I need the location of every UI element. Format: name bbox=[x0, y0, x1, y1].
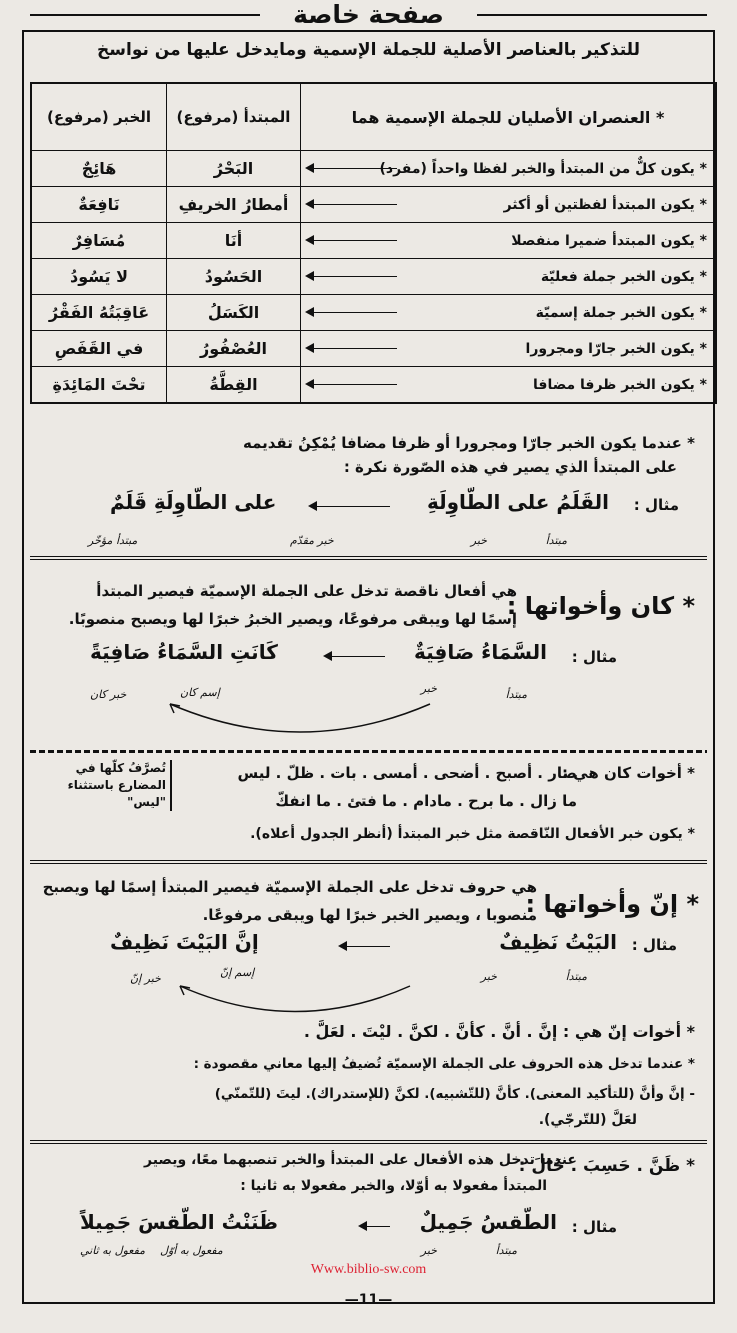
table-row-mubtada: أمطارُ الخريفِ bbox=[166, 186, 300, 222]
zanna-label-maf2: مفعول به ثاني bbox=[80, 1244, 146, 1257]
inna-line1: هي حروف تدخل على الجملة الإسميّة فيصير المبتدأ إسمًا لها ويصبح bbox=[42, 878, 537, 896]
table-header-mubtada: المبتدأ (مرفوع) bbox=[166, 84, 300, 150]
table-row-khabar: نَافِعَةٌ bbox=[32, 186, 166, 222]
inna-example-right: إنَّ البَيْتَ نَظِيفٌ bbox=[110, 930, 259, 954]
zanna-label-maf1: مفعول به أوّل bbox=[160, 1244, 223, 1257]
kana-label-mubtada: مبتدأ bbox=[505, 688, 527, 701]
separator-1 bbox=[30, 556, 707, 560]
kana-sisters-1: صار . أصبح . أضحى . أمسى . بات . ظلّ . ليس bbox=[237, 764, 577, 782]
zanna-line1: عندما تدخل هذه الأفعال على المبتدأ والخبر تنصبهما معًا، ويصير bbox=[143, 1152, 577, 1168]
nominal-sentence-table bbox=[30, 82, 717, 404]
separator-2 bbox=[30, 750, 707, 753]
table-row-arrow bbox=[307, 348, 397, 349]
kana-arrow bbox=[325, 656, 385, 657]
table-row-rule: * يكون المبتدأ لفظتين أو أكثر bbox=[300, 186, 715, 222]
note1-example-left: القَلَمُ على الطّاوِلَةِ bbox=[426, 490, 609, 514]
kana-sisters-2: ما زال . ما برح . مادام . ما فتئ . ما انفكّ bbox=[275, 792, 577, 810]
table-header-main: * العنصران الأصليان للجملة الإسمية هما bbox=[300, 84, 715, 150]
table-row-rule: * يكون الخبر جملة فعليّة bbox=[300, 258, 715, 294]
zanna-example-right: ظَنَنْتُ الطّقسَ جَمِيلاً bbox=[80, 1210, 278, 1234]
inna-label-khabar-inna: خبر إنّ bbox=[130, 972, 161, 985]
table-row-rule: * يكون الخبر جملة إسميّة bbox=[300, 294, 715, 330]
note1-arrow bbox=[310, 506, 390, 507]
kana-label-ism: إسم كان bbox=[180, 686, 220, 699]
table-row-khabar: في القَفَصِ bbox=[32, 330, 166, 366]
inna-line2: منصوبا ، ويصير الخبر خبرًا لها ويبقى مرفوعًا. bbox=[202, 906, 537, 924]
kana-note: * يكون خبر الأفعال النّاقصة مثل خبر المبتدأ (أنظر الجدول أعلاه). bbox=[250, 826, 695, 842]
table-row-mubtada: القِطَّةُ bbox=[166, 366, 300, 402]
zanna-arrow bbox=[360, 1226, 390, 1227]
table-row-khabar: هَائِجٌ bbox=[32, 150, 166, 186]
zanna-heading: * ظَنَّ . حَسِبَ . خَالَ : bbox=[518, 1156, 695, 1176]
table-row-khabar: عَاقِبَتُهُ الفَقْرُ bbox=[32, 294, 166, 330]
inna-example-left: البَيْتُ نَظِيفٌ bbox=[499, 930, 617, 954]
table-row-khabar: لا يَسُودُ bbox=[32, 258, 166, 294]
kana-label-khabar: خبر bbox=[420, 682, 437, 695]
zanna-line2: المبتدأ مفعولا به أوّلا، والخبر مفعولا به ثانيا : bbox=[240, 1178, 547, 1194]
inna-heading: * إنّ وأخواتها : bbox=[525, 890, 699, 918]
table-row-mubtada: أنَا bbox=[166, 222, 300, 258]
table-row-arrow bbox=[307, 204, 397, 205]
watermark: Www.biblio-sw.com bbox=[310, 1262, 427, 1277]
zanna-example-left: الطّقسُ جَمِيلٌ bbox=[419, 1210, 557, 1234]
table-row-rule: * يكون كلٌّ من المبتدأ والخبر لفظا واحداً (مفرد) bbox=[300, 150, 715, 186]
table-row-mubtada: البَحْرُ bbox=[166, 150, 300, 186]
table-row-rule: * يكون المبتدأ ضميرا منفصلا bbox=[300, 222, 715, 258]
table-row-khabar: تحْتَ المَائِدَةِ bbox=[32, 366, 166, 402]
table-row-rule: * يكون الخبر جارّا ومجرورا bbox=[300, 330, 715, 366]
note1-example-right: على الطّاوِلَةِ قَلَمٌ bbox=[110, 490, 277, 514]
note1-line2: على المبتدأ الذي يصير في هذه الصّورة نكرة : bbox=[343, 458, 677, 476]
inna-meanings-2: لعَلَّ (للتّرجّي). bbox=[538, 1112, 637, 1128]
note1-label-mubtada-muakhar: مبتدأ مؤخّر bbox=[88, 534, 138, 547]
note1-label-khabar: خبر bbox=[470, 534, 487, 547]
note1-example-label: مثال : bbox=[633, 496, 679, 514]
table-row-khabar: مُسَافِرٌ bbox=[32, 222, 166, 258]
table-row-rule: * يكون الخبر ظرفا مضافا bbox=[300, 366, 715, 402]
kana-swap-curve bbox=[150, 700, 450, 740]
inna-sisters: * أخوات إنّ هي : إنَّ . أنَّ . كأنَّ . لكنَّ . ليْتَ . لعَلَّ . bbox=[303, 1022, 695, 1041]
table-row-arrow bbox=[307, 384, 397, 385]
note1-label-khabar-muqaddam: خبر مقدّم bbox=[290, 534, 334, 547]
table-row-arrow bbox=[307, 312, 397, 313]
inna-swap-curve bbox=[160, 982, 430, 1018]
note1-line1: * عندما يكون الخبر جارّا ومجرورا أو ظرفا مضافا يُمْكِنُ تقديمه bbox=[242, 434, 695, 452]
separator-3 bbox=[30, 860, 707, 864]
table-row-mubtada: العُصْفُورُ bbox=[166, 330, 300, 366]
inna-label-ism: إسم إنّ bbox=[220, 966, 255, 979]
inna-meanings-1: - إنَّ وأنَّ (للتأكيد المعنى). كأنَّ (للتّشبيه). لكنَّ (للإستدراك). ليتَ (للتّمنّي) bbox=[214, 1086, 695, 1102]
inna-example-label: مثال : bbox=[631, 936, 677, 954]
inna-meanings-intro: * عندما تدخل هذه الحروف على الجملة الإسميّة تُضيفُ إليها معاني مقصودة : bbox=[193, 1056, 695, 1072]
kana-line1: هي أفعال ناقصة تدخل على الجملة الإسميّة فيصير المبتدأ bbox=[96, 582, 517, 600]
note1-label-mubtada: مبتدأ bbox=[545, 534, 567, 547]
subtitle: للتذكير بالعناصر الأصلية للجملة الإسمية ومايدخل عليها من نواسخ bbox=[97, 40, 640, 60]
kana-heading: * كان وأخواتها : bbox=[506, 592, 695, 620]
kana-line2: إسمًا لها ويبقى مرفوعًا، ويصير الخبرُ خبرًا لها ويصبح منصوبًا. bbox=[68, 610, 517, 628]
zanna-label-mubtada: مبتدأ bbox=[495, 1244, 517, 1257]
kana-sisters-label: * أخوات كان هي : bbox=[561, 764, 695, 782]
inna-label-mubtada: مبتدأ bbox=[565, 970, 587, 983]
kana-example-label: مثال : bbox=[571, 648, 617, 666]
table-row-arrow bbox=[307, 168, 397, 169]
page-title: صفحة خاصة bbox=[293, 0, 444, 29]
table-row-arrow bbox=[307, 276, 397, 277]
table-row-arrow bbox=[307, 240, 397, 241]
kana-example-right: كَانَتِ السَّمَاءُ صَافِيَةً bbox=[90, 640, 278, 664]
kana-example-left: السَّمَاءُ صَافِيَةٌ bbox=[413, 640, 547, 664]
table-header-khabar: الخبر (مرفوع) bbox=[46, 108, 152, 126]
zanna-example-label: مثال : bbox=[571, 1218, 617, 1236]
inna-label-khabar: خبر bbox=[480, 970, 497, 983]
table-row-mubtada: الحَسُودُ bbox=[166, 258, 300, 294]
page-number: —11— bbox=[344, 1292, 393, 1308]
inna-arrow bbox=[340, 946, 390, 947]
kana-label-khabar-kana: خبر كان bbox=[90, 688, 127, 701]
separator-4 bbox=[30, 1140, 707, 1144]
zanna-label-khabar: خبر bbox=[420, 1244, 437, 1257]
table-row-mubtada: الكَسَلُ bbox=[166, 294, 300, 330]
kana-side-note: تُصرَّفُ كلّها في المضارع باستثناء "ليس" bbox=[36, 760, 172, 811]
